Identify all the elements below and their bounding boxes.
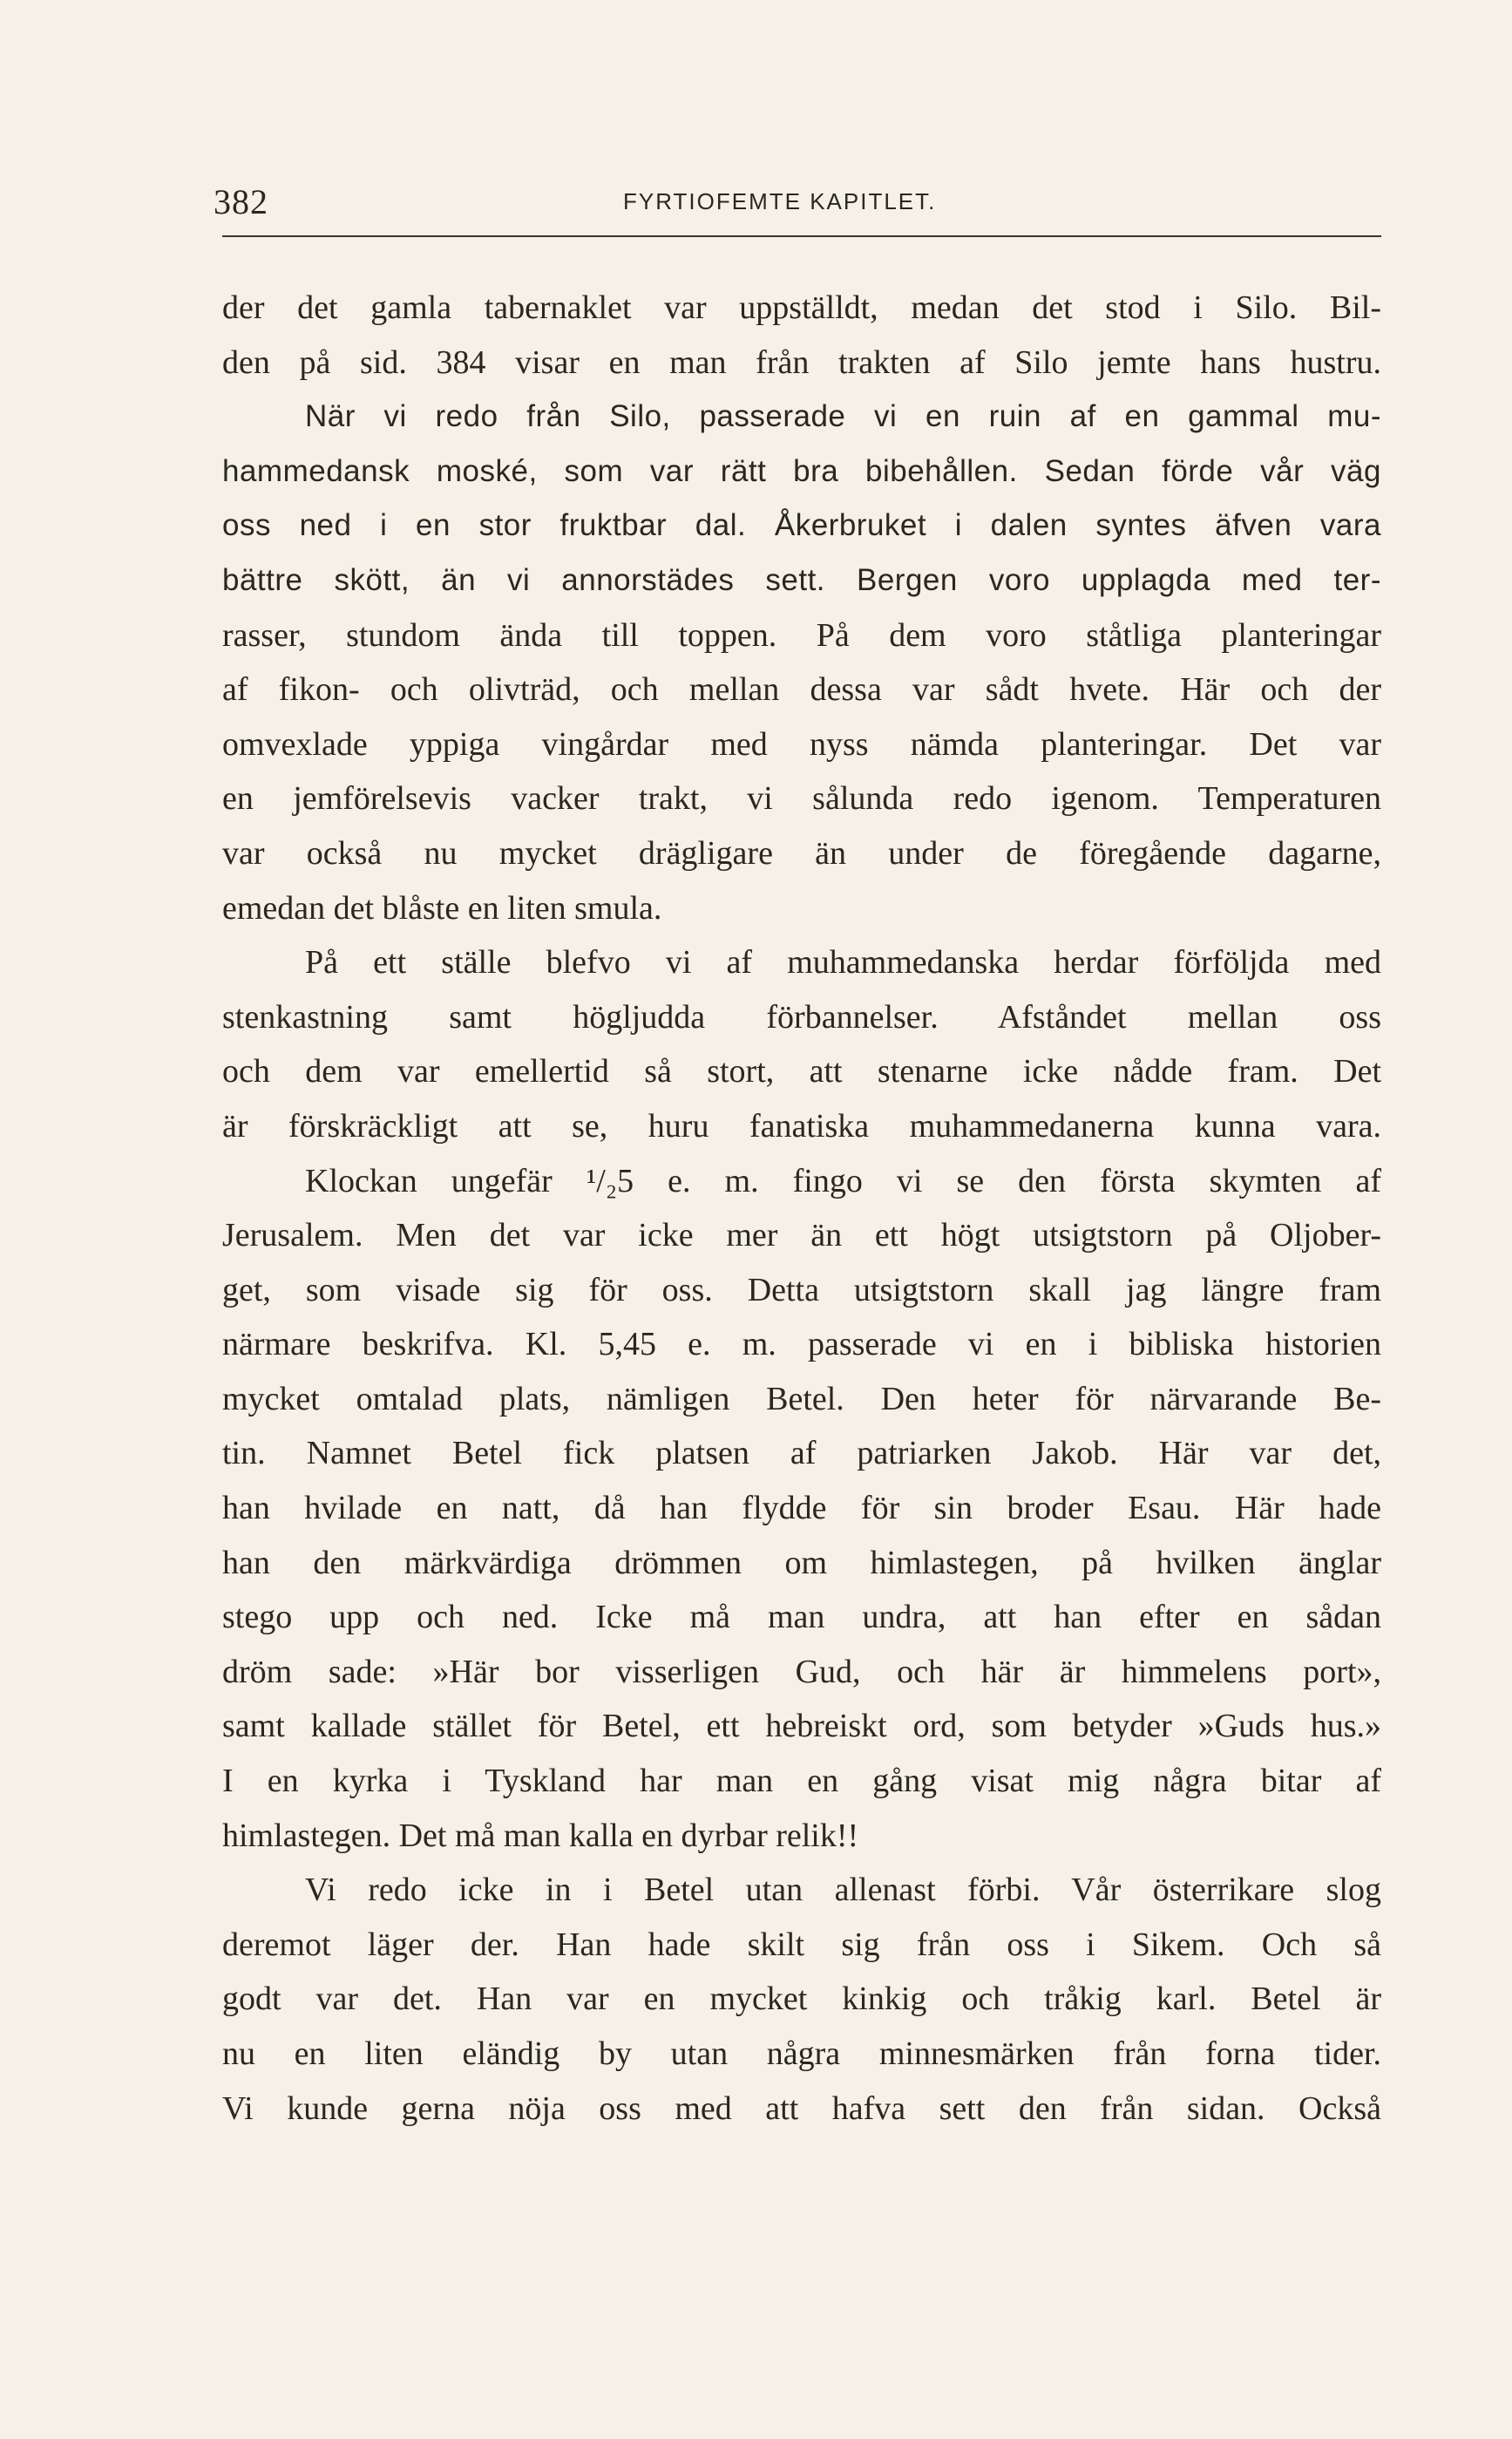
text-line: himlastegen. Det må man kalla en dyrbar relik!!: [222, 1817, 859, 1854]
text-line: hammedansk moské, som var rätt bra bibehållen. Sedan förde vår väg: [222, 453, 1381, 488]
text-line: deremot läger der. Han hade skilt sig från oss i Sikem. Och så: [222, 1926, 1381, 1963]
text-line: godt var det. Han var en mycket kinkig och tråkig karl. Betel är: [222, 1980, 1381, 2018]
text-line: dröm sade: »Här bor visserligen Gud, och här är himmelens port»,: [222, 1653, 1381, 1690]
text-line: af fikon- och olivträd, och mellan dessa var sådt hvete. Här och der: [222, 671, 1381, 709]
text-line: emedan det blåste en liten smula.: [222, 889, 662, 927]
text-line: När vi redo från Silo, passerade vi en ruin af en gammal mu-: [305, 399, 1381, 434]
text-line: nu en liten eländig by utan några minnesmärken från forna tider.: [222, 2035, 1381, 2072]
page-number: 382: [214, 182, 268, 221]
text-line: I en kyrka i Tyskland har man en gång visat mig några bitar af: [222, 1763, 1381, 1800]
text-line: Klockan ungefär ¹/₂5 e. m. fingo vi se den första skymten af: [305, 1162, 1381, 1199]
text-line: get, som visade sig för oss. Detta utsigtstorn skall jag längre fram: [222, 1271, 1381, 1308]
text-line: en jemförelsevis vacker trakt, vi sålunda redo igenom. Temperaturen: [222, 780, 1381, 818]
text-line: mycket omtalad plats, nämligen Betel. Den heter för närvarande Be-: [222, 1380, 1381, 1417]
text-line: bättre skött, än vi annorstädes sett. Bergen voro upplagda med ter-: [222, 562, 1381, 597]
text-line: omvexlade yppiga vingårdar med nyss nämda planteringar. Det var: [222, 725, 1381, 763]
text-line: var också nu mycket drägligare än under de föregående dagarne,: [222, 834, 1381, 872]
text-line: der det gamla tabernaklet var uppställdt, medan det stod i Silo. Bil-: [222, 289, 1381, 326]
text-line: På ett ställe blefvo vi af muhammedanska herdar förföljda med: [305, 944, 1381, 982]
body-text: [222, 281, 1381, 2136]
text-line: den på sid. 384 visar en man från trakten af Silo jemte hans hustru.: [222, 343, 1381, 381]
text-line: rasser, stundom ända till toppen. På dem voro ståtliga planteringar: [222, 616, 1381, 654]
text-line: han hvilade en natt, då han flydde för sin broder Esau. Här hade: [222, 1490, 1381, 1527]
text-line: oss ned i en stor fruktbar dal. Åkerbruket i dalen syntes äfven vara: [222, 508, 1381, 543]
text-line: han den märkvärdiga drömmen om himlastegen, på hvilken änglar: [222, 1544, 1381, 1581]
text-line: närmare beskrifva. Kl. 5,45 e. m. passerade vi en i bibliska historien: [222, 1326, 1381, 1363]
text-line: Vi redo icke in i Betel utan allenast förbi. Vår österrikare slog: [305, 1872, 1381, 1909]
text-line: Vi kunde gerna nöja oss med att hafva sett den från sidan. Också: [222, 2089, 1381, 2127]
text-line: stego upp och ned. Icke må man undra, att han efter en sådan: [222, 1599, 1381, 1636]
text-line: tin. Namnet Betel fick platsen af patriarken Jakob. Här var det,: [222, 1435, 1381, 1472]
text-line: stenkastning samt högljudda förbannelser. Afståndet mellan oss: [222, 998, 1381, 1036]
header-rule: [222, 235, 1381, 237]
page-header: [214, 174, 1386, 235]
text-line: Jerusalem. Men det var icke mer än ett högt utsigtstorn på Oljober-: [222, 1217, 1381, 1254]
text-line: är förskräckligt att se, huru fanatiska muhammedanerna kunna vara.: [222, 1107, 1381, 1145]
text-line: samt kallade stället för Betel, ett hebreiskt ord, som betyder »Guds hus.»: [222, 1708, 1381, 1745]
running-title: FYRTIOFEMTE KAPITLET.: [623, 188, 937, 214]
text-line: och dem var emellertid så stort, att stenarne icke nådde fram. Det: [222, 1053, 1381, 1090]
